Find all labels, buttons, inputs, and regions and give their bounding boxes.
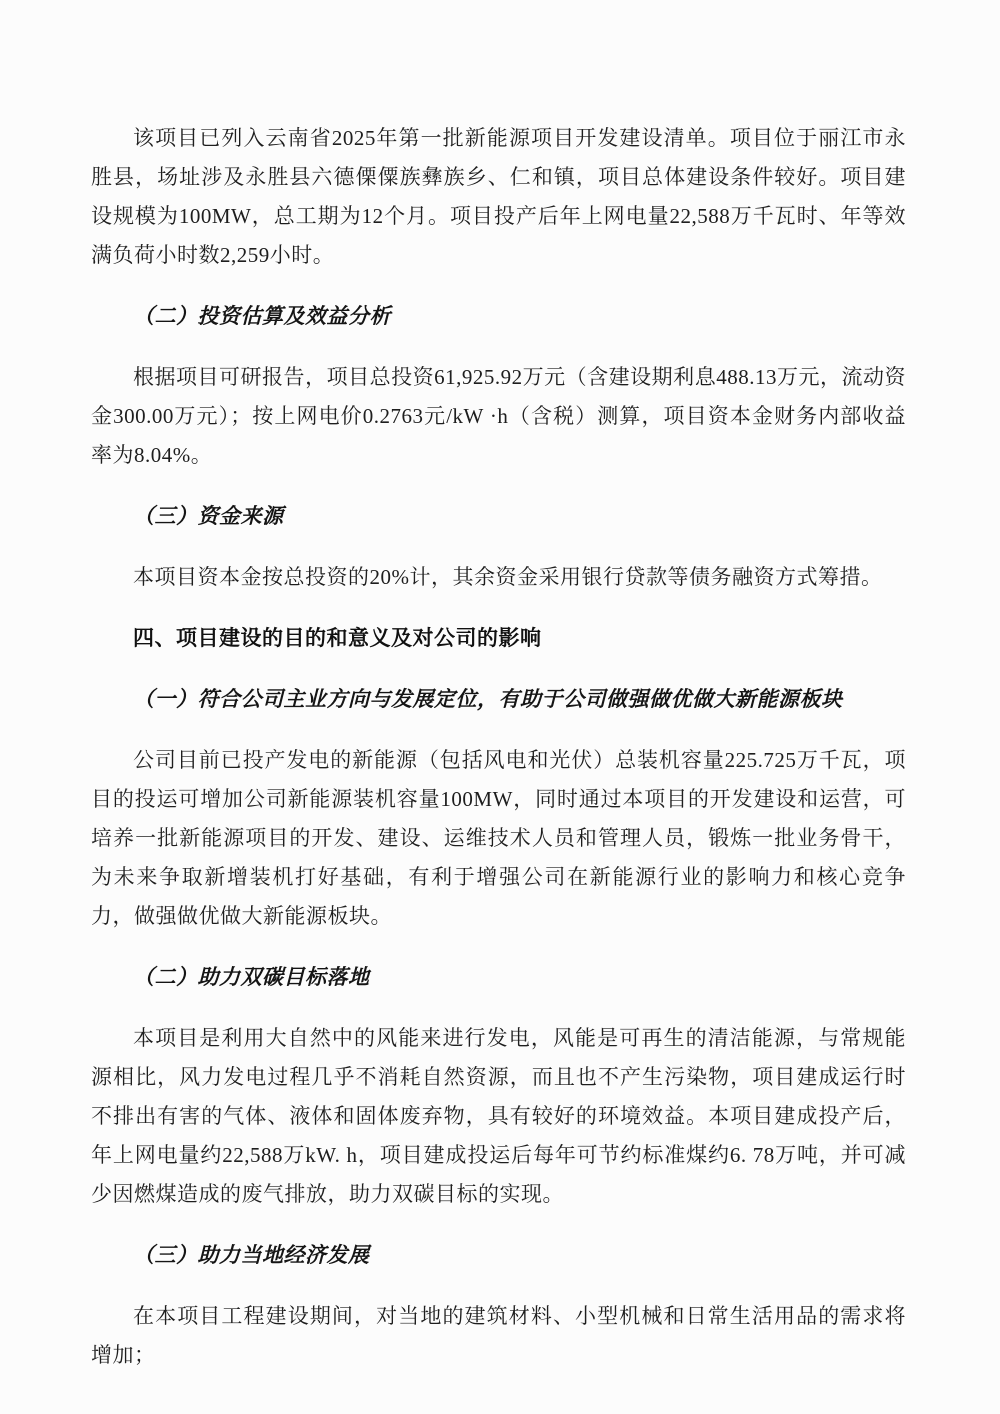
paragraph-local-economy-details: 在本项目工程建设期间，对当地的建筑材料、小型机械和日常生活用品的需求将增加；	[91, 1304, 906, 1367]
heading-sub1-main-business-alignment: （一）符合公司主业方向与发展定位，有助于公司做强做优做大新能源板块	[133, 687, 843, 711]
paragraph-investment-details: 根据项目可研报告，项目总投资61,925.92万元（含建设期利息488.13万元，流动资金300.00万元）；按上网电价0.2763元/kW ·h（含税）测算，项目资本金财务内部收益率为8.04%。	[91, 365, 906, 467]
heading-section4-purpose-and-impact: 四、项目建设的目的和意义及对公司的影响	[133, 627, 542, 650]
heading-sub2-dual-carbon: （二）助力双碳目标落地	[133, 965, 370, 989]
heading-investment-estimate: （二）投资估算及效益分析	[133, 304, 391, 328]
paragraph-project-overview: 该项目已列入云南省2025年第一批新能源项目开发建设清单。项目位于丽江市永胜县，场址涉及永胜县六德傈僳族彝族乡、仁和镇，项目总体建设条件较好。项目建设规模为100MW，总工期为12个月。项目投产后年上网电量22,588万千瓦时、年等效满负荷小时数2,259小时。	[91, 126, 906, 267]
heading-funding-source: （三）资金来源	[133, 504, 284, 528]
document-content	[91, 119, 906, 1397]
paragraph-capacity-and-talent: 公司目前已投产发电的新能源（包括风电和光伏）总装机容量225.725万千瓦，项目的投运可增加公司新能源装机容量100MW，同时通过本项目的开发建设和运营，可培养一批新能源项目的开发、建设、运维技术人员和管理人员，锻炼一批业务骨干，为未来争取新增装机打好基础，有利于增强公司在新能源行业的影响力和核心竞争力，做强做优做大新能源板块。	[91, 748, 906, 928]
heading-sub3-local-economy: （三）助力当地经济发展	[133, 1243, 370, 1267]
paragraph-dual-carbon-details: 本项目是利用大自然中的风能来进行发电，风能是可再生的清洁能源，与常规能源相比，风力发电过程几乎不消耗自然资源，而且也不产生污染物，项目建成运行时不排出有害的气体、液体和固体废弃物，具有较好的环境效益。本项目建成投产后，年上网电量约22,588万kW. h，项目建成投运后每年可节约标准煤约6. 78万吨，并可减少因燃煤造成的废气排放，助力双碳目标的实现。	[91, 1026, 906, 1206]
paragraph-funding-details: 本项目资本金按总投资的20%计，其余资金采用银行贷款等债务融资方式筹措。	[133, 565, 883, 589]
